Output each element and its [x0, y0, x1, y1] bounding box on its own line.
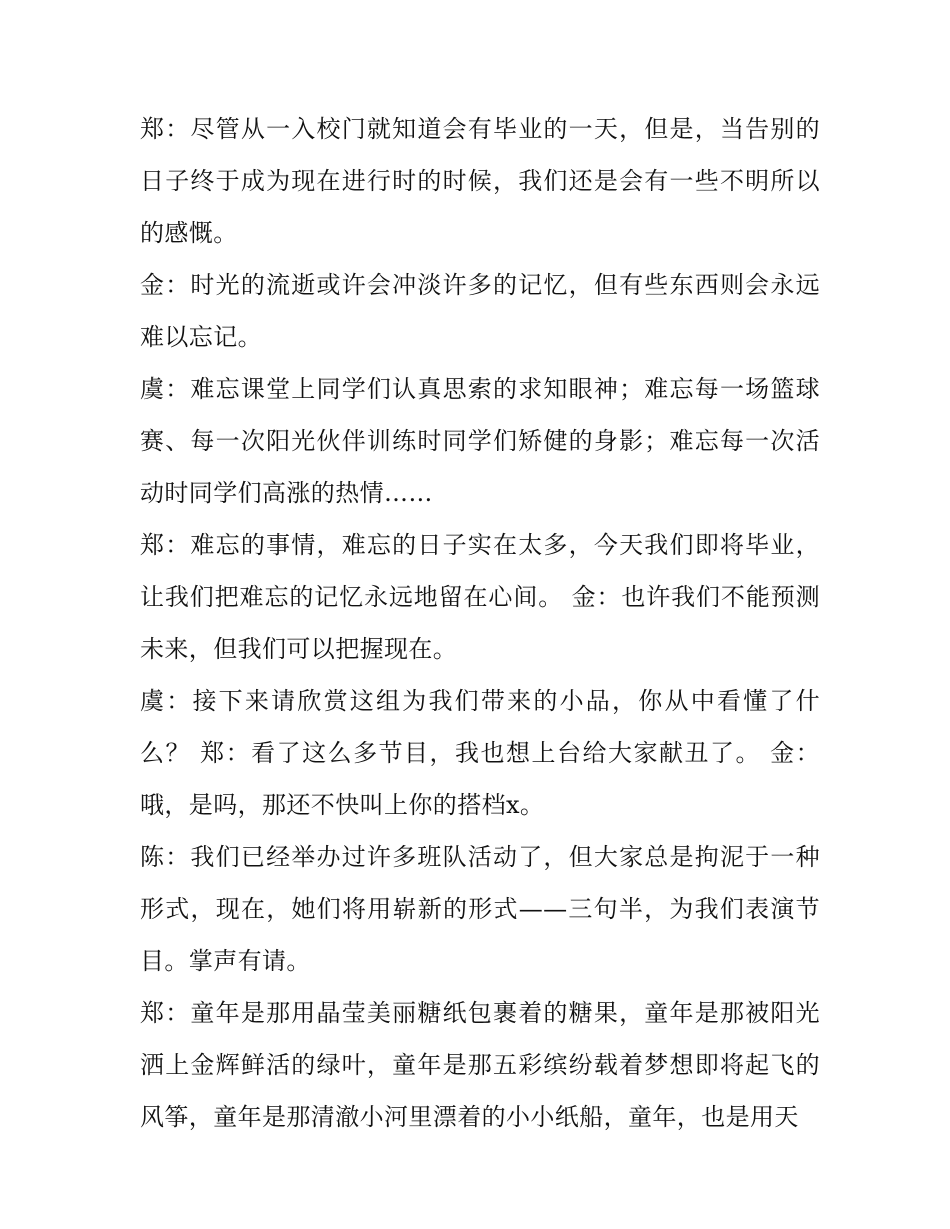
paragraph-yu-1: 虞：难忘课堂上同学们认真思索的求知眼神；难忘每一场篮球赛、每一次阳光伙伴训练时同学们矫健的身影；难忘每一次活动时同学们高涨的热情…… [140, 375, 820, 507]
paragraph-zheng-2: 郑：难忘的事情，难忘的日子实在太多，今天我们即将毕业，让我们把难忘的记忆永远地留在心间。 金：也许我们不能预测未来，但我们可以把握现在。 [140, 531, 820, 663]
paragraph-yu-2: 虞：接下来请欣赏这组为我们带来的小品，你从中看懂了什么？ 郑：看了这么多节目，我也想上台给大家献丑了。 金：哦，是吗，那还不快叫上你的搭档x。 [140, 687, 820, 819]
document-body [140, 103, 820, 1143]
paragraph-jin-1: 金：时光的流逝或许会冲淡许多的记忆，但有些东西则会永远难以忘记。 [140, 271, 820, 351]
paragraph-zheng-1: 郑：尽管从一入校门就知道会有毕业的一天，但是，当告别的日子终于成为现在进行时的时候，我们还是会有一些不明所以的感慨。 [140, 115, 820, 247]
paragraph-chen-1: 陈：我们已经举办过许多班队活动了，但大家总是拘泥于一种形式，现在，她们将用崭新的形式——三句半，为我们表演节目。掌声有请。 [140, 843, 820, 975]
paragraph-zheng-3: 郑：童年是那用晶莹美丽糖纸包裹着的糖果，童年是那被阳光洒上金辉鲜活的绿叶，童年是那五彩缤纷载着梦想即将起飞的风筝，童年是那清澈小河里漂着的小小纸船，童年，也是用天 [140, 999, 820, 1131]
